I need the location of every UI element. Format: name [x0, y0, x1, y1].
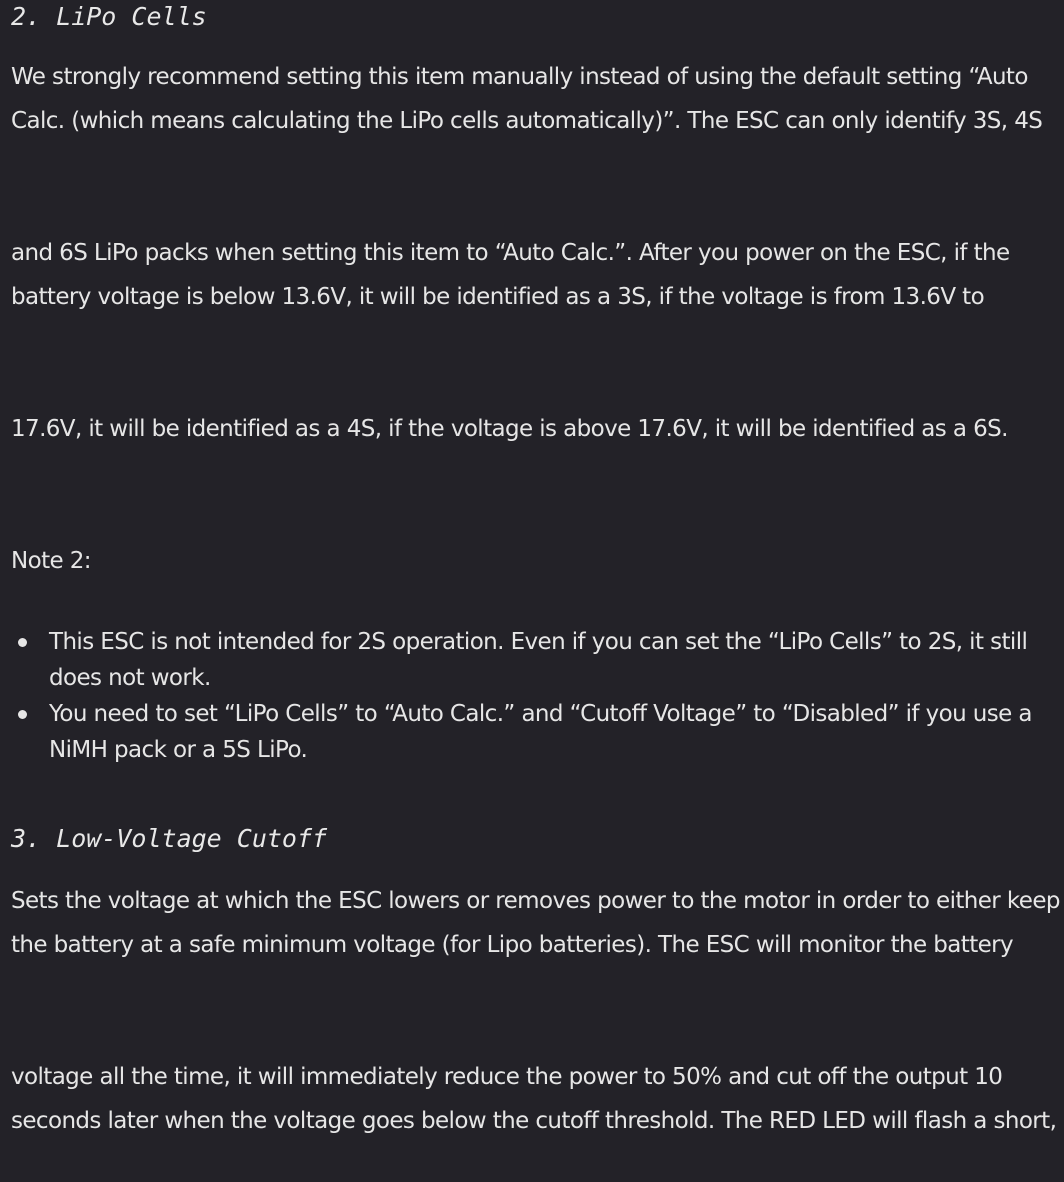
paragraph-lipo-3: 17.6V, it will be identified as a 4S, if the voltage is above 17.6V, it will be identified as a 6S.	[11, 416, 1008, 442]
bullet-dot-icon	[18, 710, 27, 719]
paragraph-lipo-1: We strongly recommend setting this item manually instead of using the default setting “Auto Calc. (which means calculating the LiPo cells automatically)”. The ESC can only identify 3S, 4S	[11, 64, 1043, 134]
list-item-text: You need to set “LiPo Cells” to “Auto Calc.” and “Cutoff Voltage” to “Disabled” if you use a NiMH pack or a 5S LiPo.	[49, 701, 1032, 763]
paragraph-cutoff-2: voltage all the time, it will immediately reduce the power to 50% and cut off the output 10 seconds later when the voltage goes below the cutoff threshold. The RED LED will flash a short,	[11, 1064, 1057, 1134]
heading-low-voltage-cutoff: 3. Low-Voltage Cutoff	[11, 824, 328, 853]
note-label: Note 2:	[11, 548, 91, 574]
paragraph-cutoff-1: Sets the voltage at which the ESC lowers or removes power to the motor in order to either keep the battery at a safe minimum voltage (for Lipo batteries). The ESC will monitor the battery	[11, 888, 1060, 958]
note-bullet-list	[0, 624, 1050, 768]
paragraph-lipo-2: and 6S LiPo packs when setting this item to “Auto Calc.”. After you power on the ESC, if the battery voltage is below 13.6V, it will be identified as a 3S, if the voltage is from 13.6V to	[11, 240, 1010, 310]
bullet-dot-icon	[18, 638, 27, 647]
list-item	[0, 696, 1050, 768]
list-item	[0, 624, 1050, 696]
heading-lipo-cells: 2. LiPo Cells	[11, 2, 207, 31]
list-item-text: This ESC is not intended for 2S operation. Even if you can set the “LiPo Cells” to 2S, it still does not work.	[49, 629, 1028, 691]
